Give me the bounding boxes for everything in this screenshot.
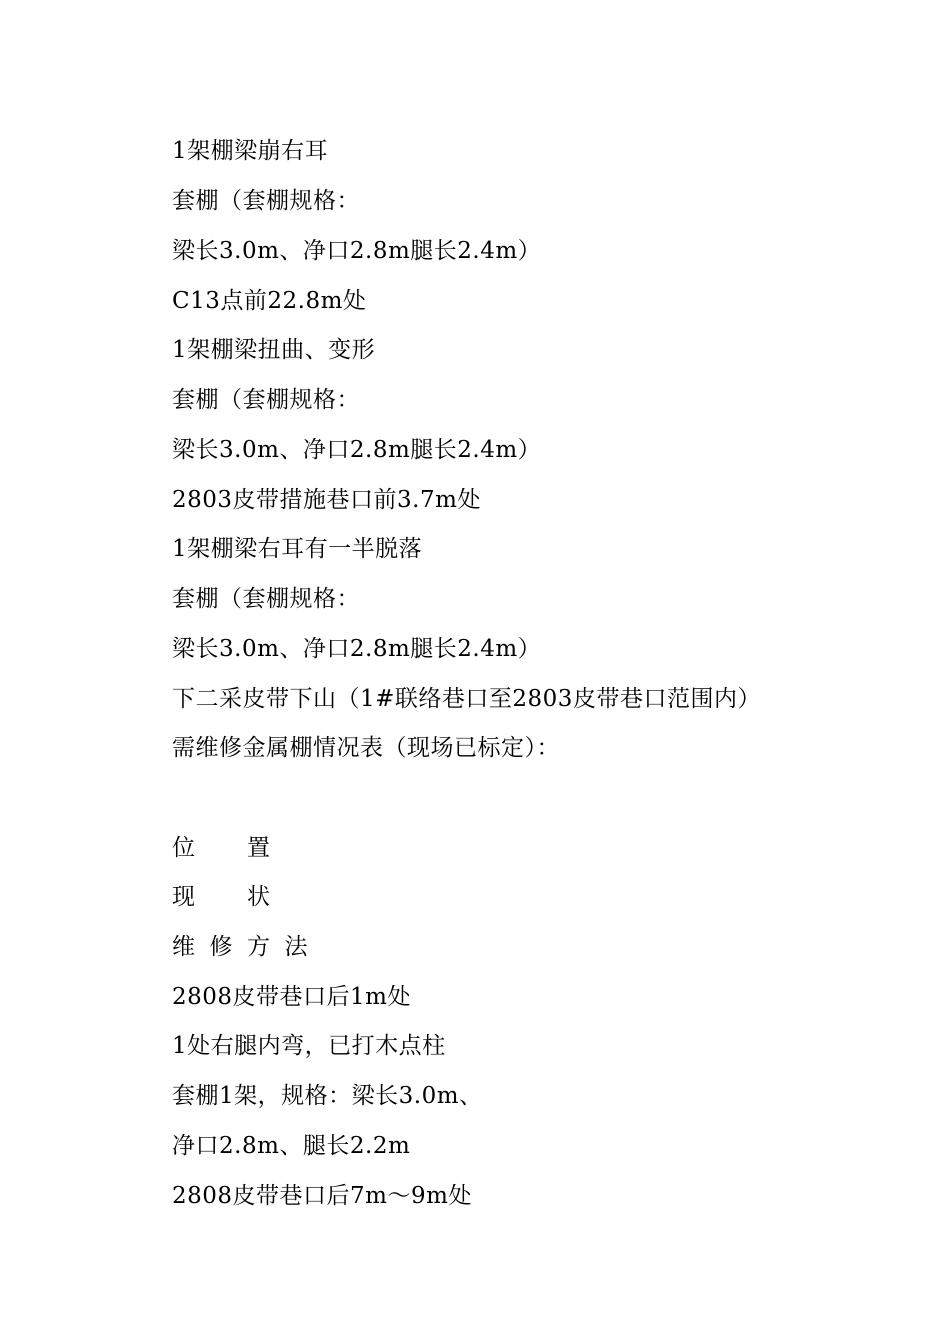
table-header-method bbox=[172, 932, 308, 962]
header-char: 方 bbox=[247, 934, 271, 960]
text-line: 1架棚梁右耳有一半脱落 bbox=[172, 536, 423, 562]
text-line: 2803皮带措施巷口前3.7m处 bbox=[172, 487, 481, 513]
table-row: 净口2.8m、腿长2.2m bbox=[172, 1133, 411, 1159]
header-char: 位 bbox=[172, 835, 195, 861]
header-char: 置 bbox=[247, 835, 270, 861]
table-row: 2808皮带巷口后1m处 bbox=[172, 984, 411, 1010]
text-line: 1架棚梁崩右耳 bbox=[172, 138, 329, 164]
table-header-position bbox=[172, 833, 270, 863]
header-char: 状 bbox=[247, 884, 270, 910]
text-line: 套棚（套棚规格： bbox=[172, 586, 360, 612]
header-char: 修 bbox=[209, 934, 233, 960]
text-line: 下二采皮带下山（1#联络巷口至2803皮带巷口范围内） bbox=[172, 686, 761, 712]
table-row: 1处右腿内弯，已打木点柱 bbox=[172, 1033, 446, 1059]
table-row: 2808皮带巷口后7m～9m处 bbox=[172, 1183, 472, 1209]
text-line: 梁长3.0m、净口2.8m腿长2.4m） bbox=[172, 238, 542, 264]
text-line: 需维修金属棚情况表（现场已标定）： bbox=[172, 735, 560, 761]
text-line: C13点前22.8m处 bbox=[172, 288, 367, 314]
text-line: 套棚（套棚规格： bbox=[172, 387, 360, 413]
header-char: 现 bbox=[172, 884, 195, 910]
header-char: 维 bbox=[172, 934, 196, 960]
text-line: 套棚（套棚规格： bbox=[172, 188, 360, 214]
table-header-status bbox=[172, 882, 270, 912]
table-row: 套棚1架，规格：梁长3.0m、 bbox=[172, 1083, 483, 1109]
header-char: 法 bbox=[284, 934, 308, 960]
text-line: 梁长3.0m、净口2.8m腿长2.4m） bbox=[172, 437, 542, 463]
text-line: 梁长3.0m、净口2.8m腿长2.4m） bbox=[172, 636, 542, 662]
text-line: 1架棚梁扭曲、变形 bbox=[172, 337, 376, 363]
